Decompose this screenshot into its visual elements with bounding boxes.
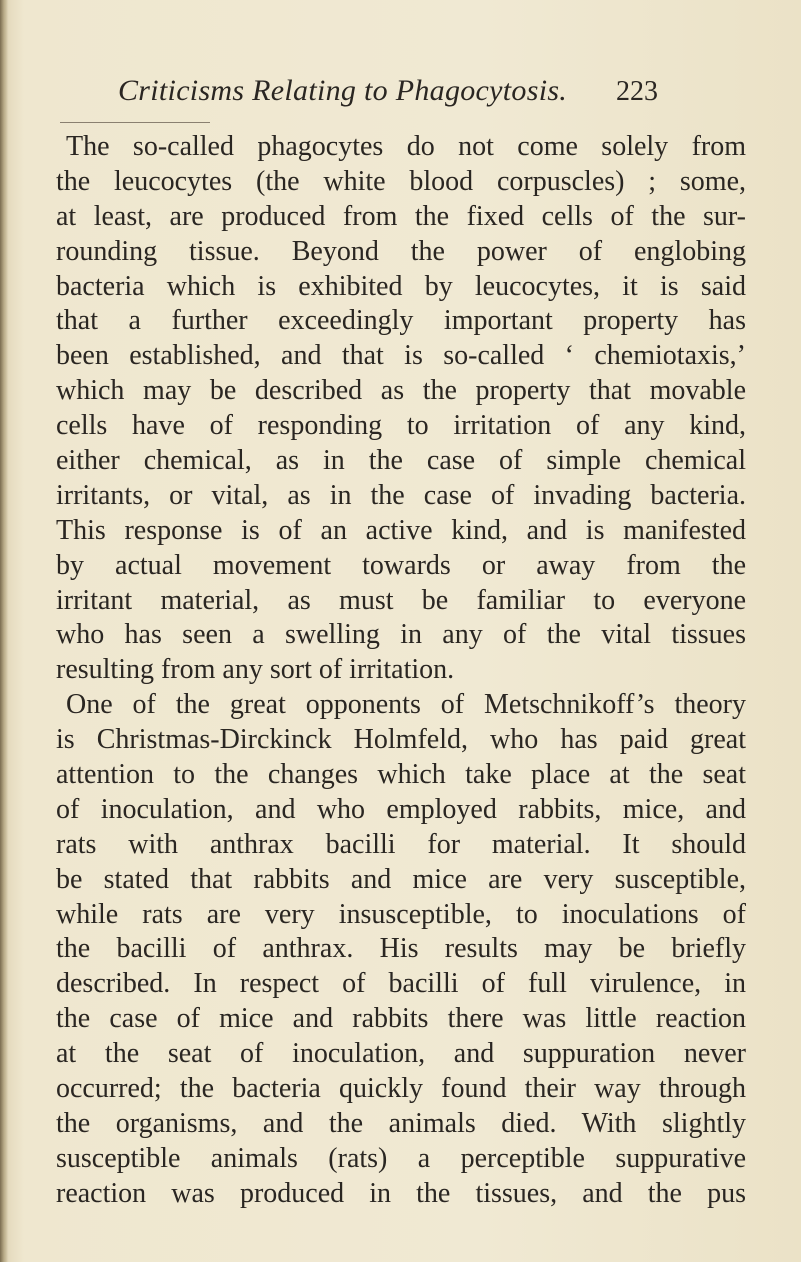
text-line: been established, and that is so-called ‘ chemiotaxis,’ (56, 340, 746, 372)
text-line: rounding tissue. Beyond the power of englobing (56, 235, 746, 267)
text-line: rats with anthrax bacilli for material. It should (56, 828, 746, 860)
page-spine-shadow (0, 0, 8, 1262)
text-line: the organisms, and the animals died. With slightly (56, 1107, 746, 1139)
text-line: One of the great opponents of Metschnikoff’s theory (66, 689, 746, 721)
text-line: attention to the changes which take place at the seat (56, 759, 746, 791)
text-line: reaction was produced in the tissues, and the pus (56, 1177, 746, 1209)
text-line: at the seat of inoculation, and suppuration never (56, 1038, 746, 1070)
text-line: the case of mice and rabbits there was little reaction (56, 1003, 746, 1035)
running-head (118, 74, 658, 118)
text-line: irritant material, as must be familiar to everyone (56, 584, 746, 616)
text-line: The so-called phagocytes do not come solely from (66, 131, 746, 162)
text-line: which may be described as the property that movable (56, 375, 746, 407)
text-line: either chemical, as in the case of simple chemical (56, 445, 746, 477)
text-line: be stated that rabbits and mice are very susceptible, (56, 863, 746, 895)
text-line: of inoculation, and who employed rabbits, mice, and (56, 793, 746, 825)
body-text (56, 130, 746, 1212)
text-line: while rats are very insusceptible, to inoculations of (56, 898, 746, 930)
text-line: cells have of responding to irritation of any kind, (56, 410, 746, 442)
text-line: occurred; the bacteria quickly found their way through (56, 1073, 746, 1105)
running-head-title: Criticisms Relating to Phagocytosis. (118, 74, 568, 107)
text-line: at least, are produced from the fixed cells of the sur- (56, 200, 746, 232)
text-line: the bacilli of anthrax. His results may be briefly (56, 933, 746, 965)
text-line: resulting from any sort of irritation. (56, 654, 455, 686)
text-line: irritants, or vital, as in the case of invading bacteria. (56, 479, 746, 511)
text-line: This response is of an active kind, and is manifested (56, 514, 746, 546)
text-line: by actual movement towards or away from the (56, 549, 746, 581)
page-number: 223 (616, 76, 658, 107)
text-line: who has seen a swelling in any of the vital tissues (56, 619, 746, 651)
running-head-rule (60, 122, 210, 123)
text-line: susceptible animals (rats) a perceptible suppurative (56, 1142, 746, 1174)
text-line: described. In respect of bacilli of full virulence, in (56, 968, 746, 1000)
text-line: is Christmas-Dirckinck Holmfeld, who has paid great (56, 724, 746, 756)
text-line: the leucocytes (the white blood corpuscles) ; some, (56, 165, 746, 197)
text-line: that a further exceedingly important property has (56, 305, 746, 337)
text-line: bacteria which is exhibited by leucocytes, it is said (56, 270, 746, 302)
